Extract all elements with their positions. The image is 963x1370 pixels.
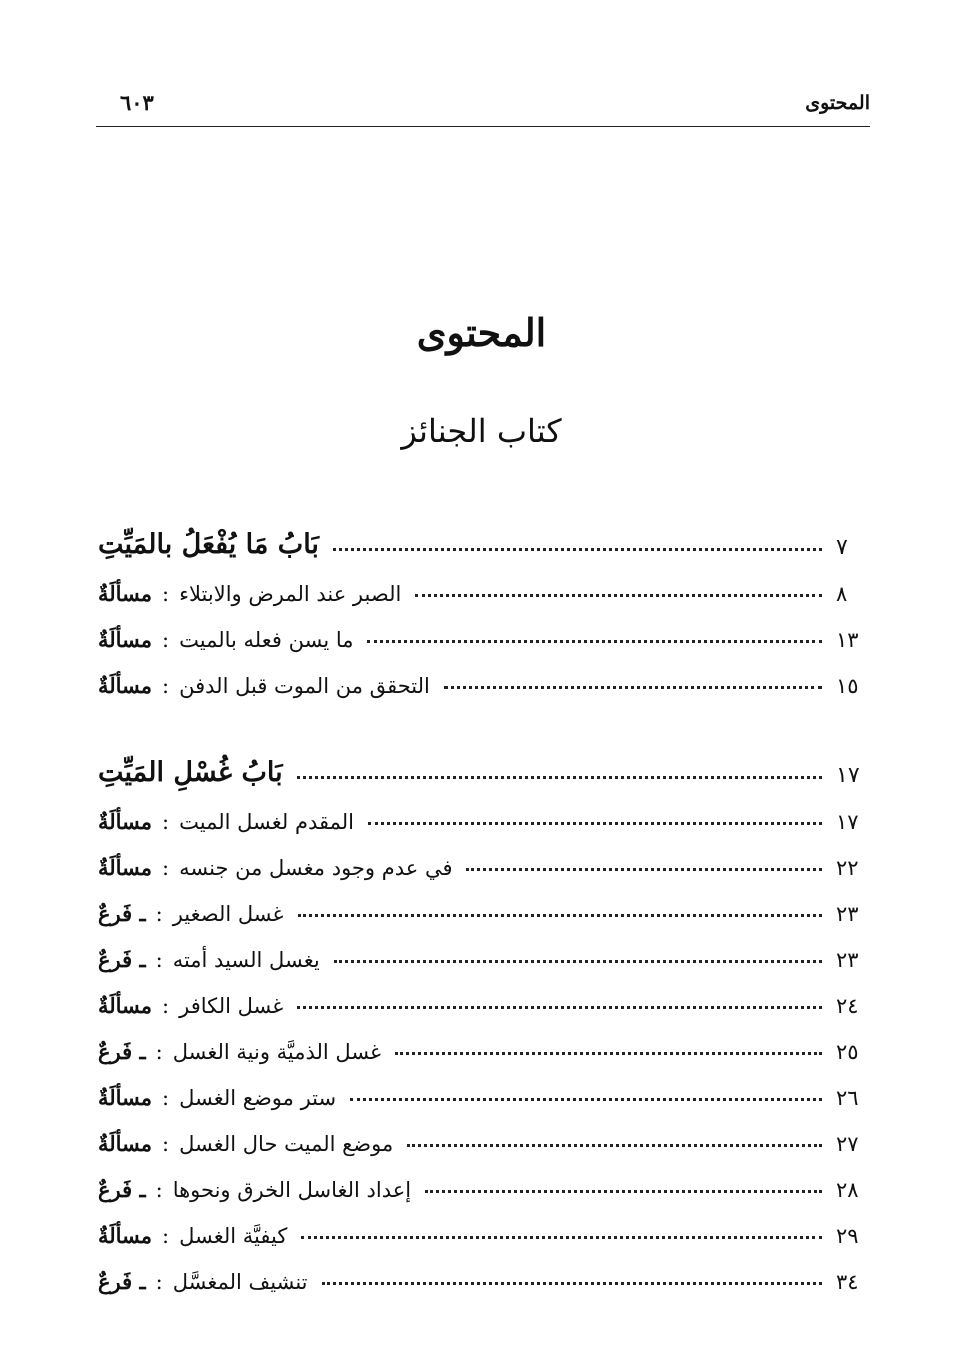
toc-entry-row	[98, 606, 870, 652]
toc-entry-separator: :	[155, 948, 163, 972]
book-title: كتاب الجنائز	[401, 412, 562, 450]
toc-entry-separator: :	[162, 674, 170, 698]
toc-entry-row	[98, 1064, 870, 1110]
toc-entry-title: غسل الكافر	[179, 994, 284, 1018]
toc-entry-row	[98, 1156, 870, 1202]
toc-entry-title: يغسل السيد أمته	[172, 948, 320, 972]
toc-page-number: ٢٥	[836, 1040, 859, 1064]
dot-leader	[466, 868, 822, 871]
dot-leader	[407, 1144, 822, 1147]
dot-leader	[297, 1006, 822, 1009]
toc-page-number: ٢٣	[836, 902, 859, 926]
toc-entry-row	[98, 834, 870, 880]
toc-page-number: ٣٤	[836, 1270, 859, 1294]
dot-leader	[367, 640, 822, 643]
toc-entry-row	[98, 880, 870, 926]
toc-entry-label: مسألَةٌ	[98, 993, 153, 1018]
toc-entry-separator: :	[162, 582, 170, 606]
toc-entry-label: مسألَةٌ	[98, 673, 153, 698]
page-number: ٦٠٣	[120, 90, 154, 115]
running-header	[96, 86, 870, 127]
toc-entry-row	[98, 560, 870, 606]
toc-page-number: ٢٧	[836, 1132, 859, 1156]
toc-entry-separator: :	[155, 902, 163, 926]
toc-entry-title: التحقق من الموت قبل الدفن	[179, 674, 430, 698]
toc-entry-heading	[98, 901, 284, 926]
toc-chapter-title: بَابُ غُسْلِ المَيِّتِ	[98, 757, 283, 788]
toc-page-number: ٢٣	[836, 948, 859, 972]
toc-entry-title: الصبر عند المرض والابتلاء	[179, 582, 402, 606]
toc-entry-heading	[98, 1039, 381, 1064]
toc-entry-heading	[98, 529, 319, 560]
dot-leader	[298, 914, 823, 917]
toc-chapter-row	[98, 500, 870, 560]
toc-entry-separator: :	[162, 856, 170, 880]
dot-leader	[368, 822, 822, 825]
toc-entry-title: غسل الصغير	[172, 902, 284, 926]
toc-entry-label: ـ فَرعٌ	[98, 1269, 146, 1294]
toc-entry-row	[98, 1110, 870, 1156]
toc-entry-label: مسألَةٌ	[98, 809, 153, 834]
toc-page-number: ١٣	[836, 628, 859, 652]
toc-entry-title: إعداد الغاسل الخرق ونحوها	[172, 1178, 412, 1202]
dot-leader	[425, 1190, 822, 1193]
toc-entry-heading	[98, 1131, 393, 1156]
toc-entry-title: كيفيَّة الغسل	[179, 1224, 288, 1248]
toc-entry-separator: :	[162, 628, 170, 652]
toc-entry-title: تنشيف المغسَّل	[172, 1270, 308, 1294]
toc-entry-heading	[98, 809, 354, 834]
toc-entry-heading	[98, 947, 320, 972]
toc-entry-row	[98, 972, 870, 1018]
toc-entry-heading	[98, 627, 353, 652]
toc-entry-row	[98, 1248, 870, 1294]
toc-entry-heading	[98, 1269, 308, 1294]
toc-entry-title: ما يسن فعله بالميت	[179, 628, 354, 652]
toc-entry-row	[98, 788, 870, 834]
toc-page-number: ٢٨	[836, 1178, 859, 1202]
dot-leader	[334, 960, 822, 963]
toc-entry-title: المقدم لغسل الميت	[179, 810, 354, 834]
table-of-contents	[98, 500, 870, 1294]
toc-entry-heading	[98, 581, 401, 606]
toc-chapter-row	[98, 728, 870, 788]
toc-entry-heading	[98, 1223, 287, 1248]
toc-entry-title: موضع الميت حال الغسل	[179, 1132, 394, 1156]
toc-entry-label: مسألَةٌ	[98, 1223, 153, 1248]
toc-entry-row	[98, 926, 870, 972]
toc-entry-heading	[98, 1085, 336, 1110]
toc-entry-title: في عدم وجود مغسل من جنسه	[179, 856, 453, 880]
toc-entry-label: مسألَةٌ	[98, 1131, 153, 1156]
dot-leader	[395, 1052, 822, 1055]
toc-entry-label: ـ فَرعٌ	[98, 947, 146, 972]
toc-page-number: ١٥	[836, 674, 859, 698]
toc-entry-separator: :	[162, 994, 170, 1018]
dot-leader	[444, 686, 822, 689]
dot-leader	[333, 548, 822, 551]
toc-entry-separator: :	[155, 1040, 163, 1064]
dot-leader	[415, 594, 822, 597]
toc-entry-heading	[98, 993, 283, 1018]
toc-page-number: ١٧	[836, 810, 859, 834]
toc-page-number: ١٧	[836, 763, 860, 788]
toc-entry-heading	[98, 855, 452, 880]
toc-entry-label: ـ فَرعٌ	[98, 1039, 146, 1064]
toc-entry-label: ـ فَرعٌ	[98, 1177, 146, 1202]
toc-page-number: ٢٤	[836, 994, 859, 1018]
toc-entry-heading	[98, 757, 283, 788]
toc-entry-label: مسألَةٌ	[98, 855, 153, 880]
toc-entry-label: مسألَةٌ	[98, 1085, 153, 1110]
toc-entry-label: ـ فَرعٌ	[98, 901, 146, 926]
toc-chapter-title: بَابُ مَا يُفْعَلُ بالمَيِّتِ	[98, 529, 319, 560]
toc-page-number: ٢٢	[836, 856, 859, 880]
toc-page-number: ٨	[836, 582, 848, 606]
running-header-title: المحتوى	[805, 92, 870, 114]
toc-page-number: ٢٩	[836, 1224, 859, 1248]
toc-page-number: ٢٦	[836, 1086, 859, 1110]
page-title: المحتوى	[416, 310, 547, 355]
toc-entry-row	[98, 1018, 870, 1064]
toc-entry-row	[98, 1202, 870, 1248]
toc-entry-separator: :	[162, 1086, 170, 1110]
toc-entry-title: ستر موضع الغسل	[179, 1086, 337, 1110]
toc-entry-separator: :	[162, 1132, 170, 1156]
toc-entry-separator: :	[155, 1270, 163, 1294]
toc-entry-label: مسألَةٌ	[98, 627, 153, 652]
toc-entry-heading	[98, 673, 430, 698]
toc-entry-title: غسل الذميَّة ونية الغسل	[172, 1040, 382, 1064]
toc-entry-separator: :	[155, 1178, 163, 1202]
dot-leader	[297, 776, 822, 779]
toc-entry-row	[98, 652, 870, 698]
toc-entry-label: مسألَةٌ	[98, 581, 153, 606]
toc-entry-separator: :	[162, 1224, 170, 1248]
dot-leader	[322, 1282, 822, 1285]
dot-leader	[301, 1236, 822, 1239]
toc-entry-heading	[98, 1177, 411, 1202]
dot-leader	[350, 1098, 822, 1101]
toc-page-number: ٧	[836, 535, 848, 560]
toc-entry-separator: :	[162, 810, 170, 834]
